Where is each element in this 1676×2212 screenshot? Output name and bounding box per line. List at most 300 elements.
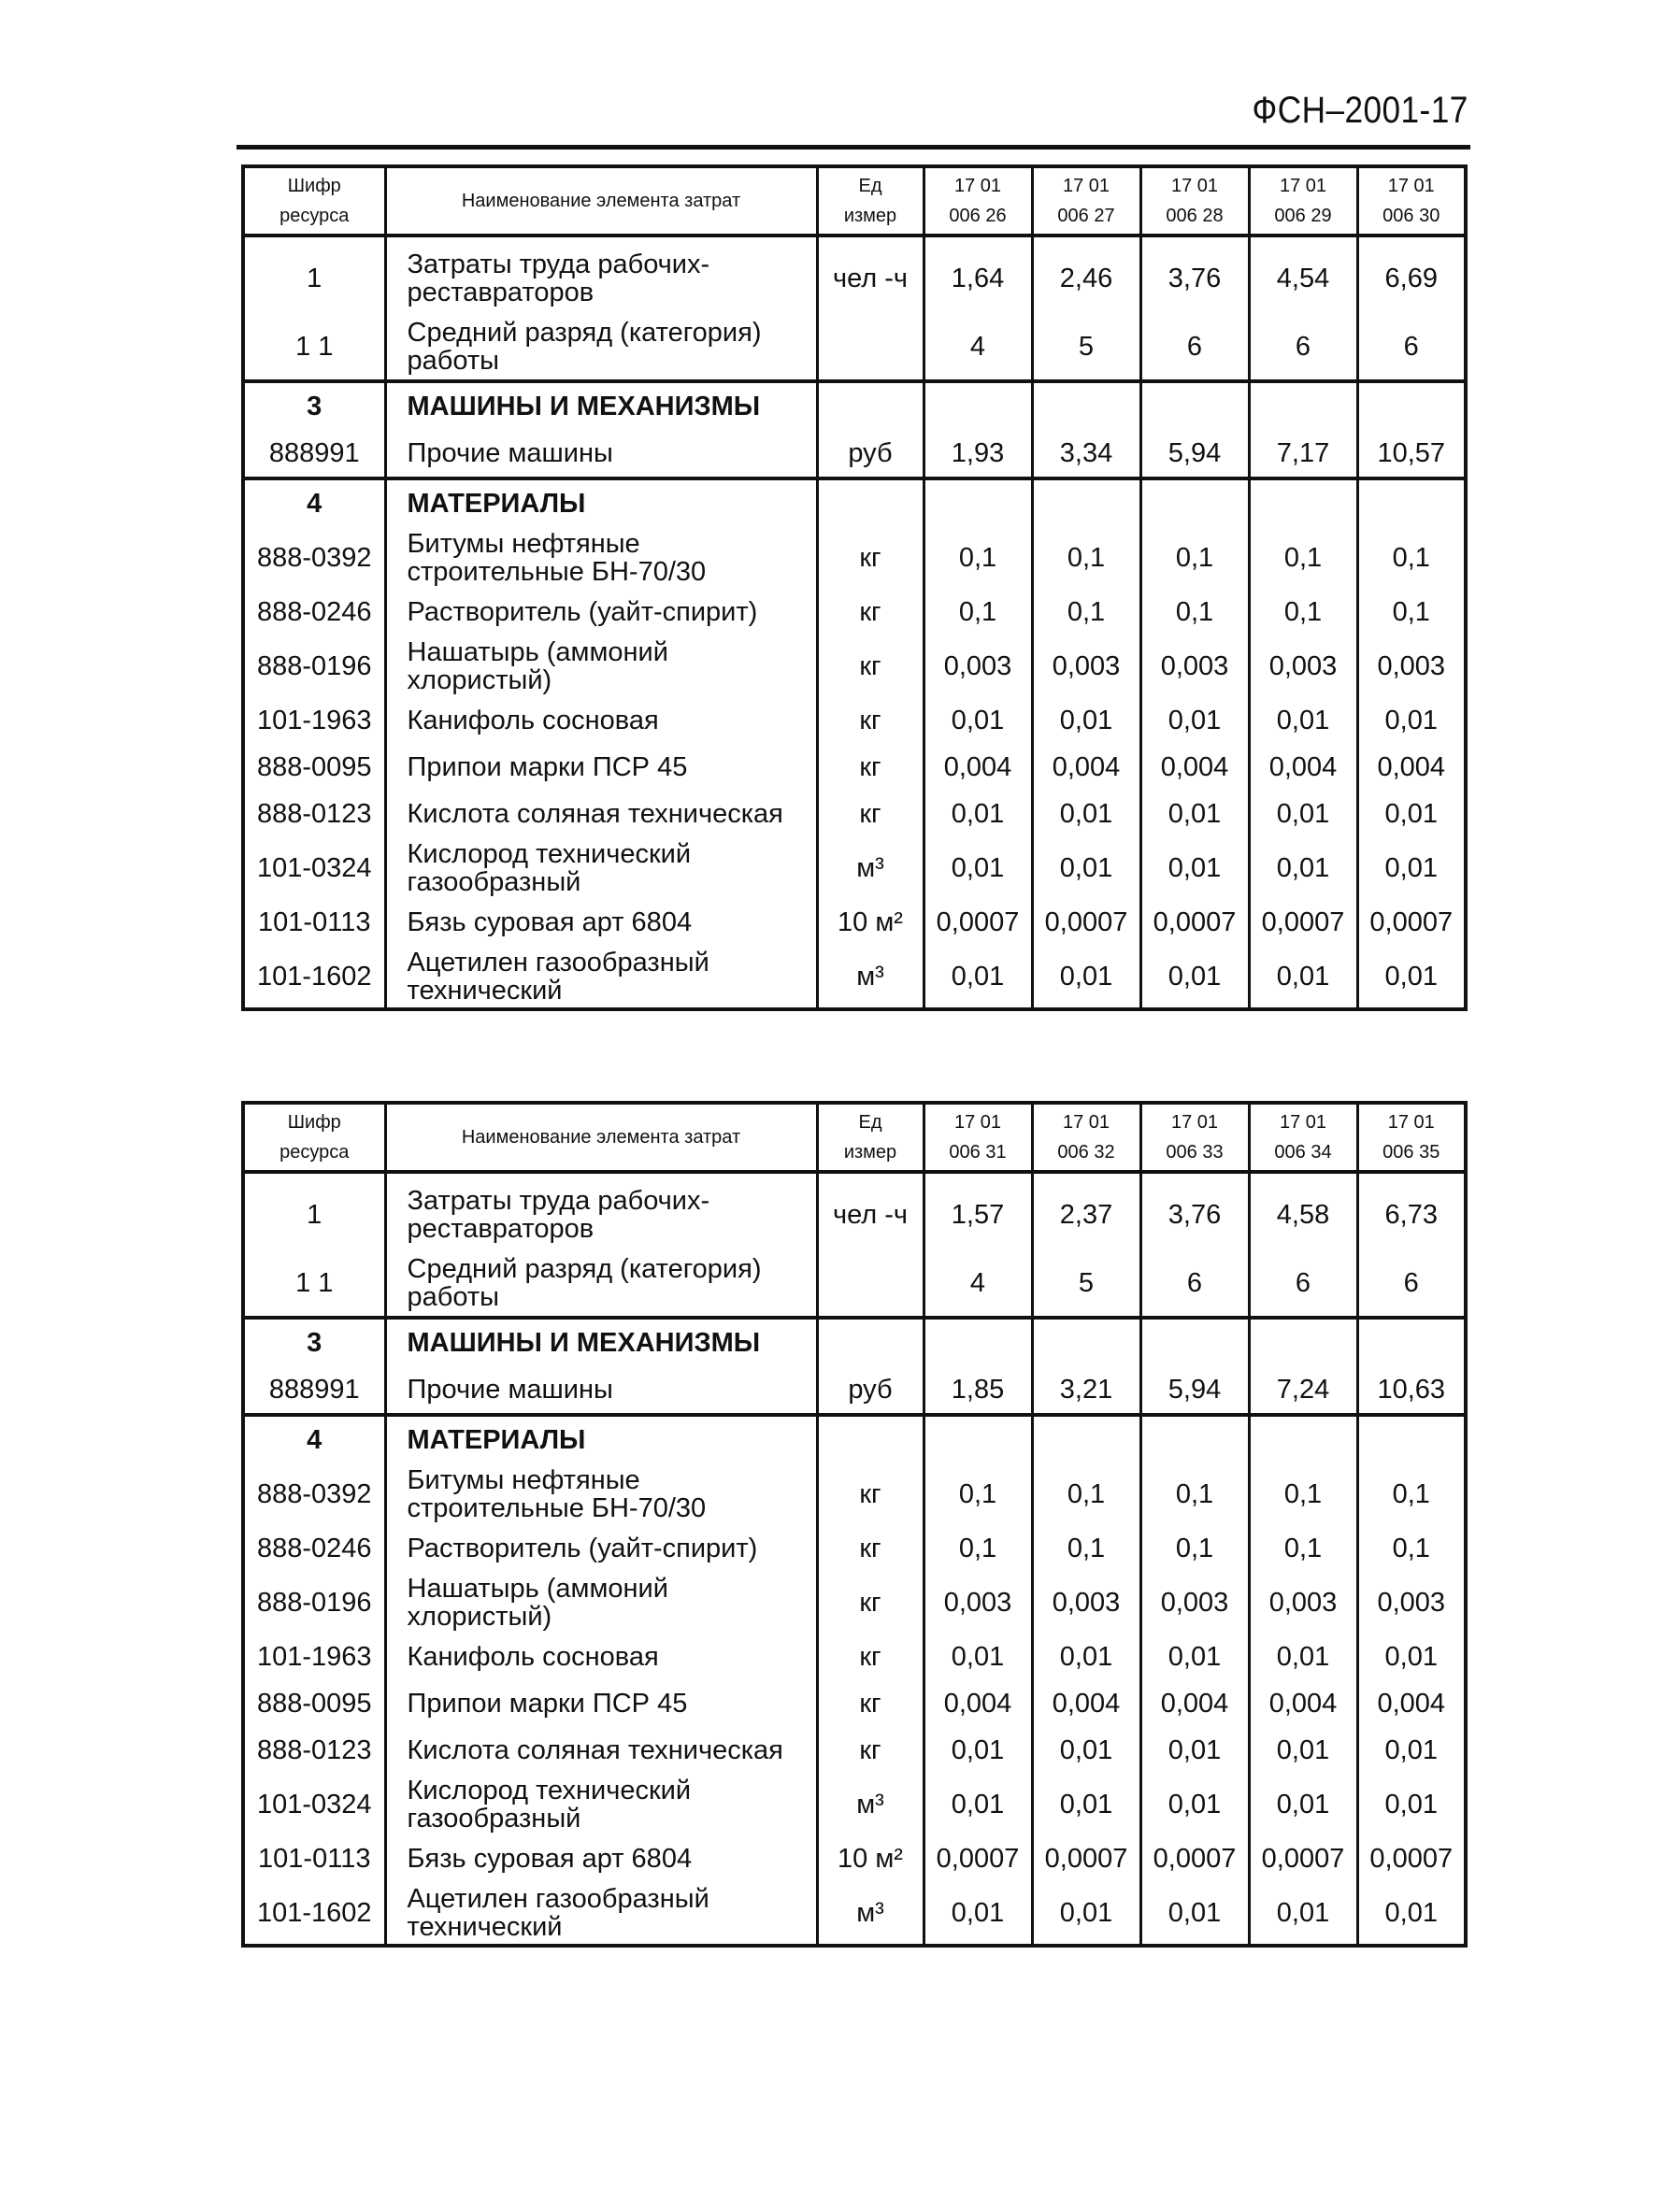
section-row: [243, 1318, 1466, 1366]
cost-element-name: Нашатырь (аммоний хлористый): [385, 1572, 817, 1634]
value-cell: 0,01: [1032, 946, 1140, 1009]
resource-code: 101-1963: [243, 1634, 385, 1680]
cost-element-name: Затраты труда рабочих-реставраторов: [385, 235, 817, 314]
table-row: [243, 314, 1466, 381]
cost-element-name: Прочие машины: [385, 1366, 817, 1415]
value-cell: 0,1: [924, 1525, 1032, 1572]
header-column-line1: 17 01: [1387, 1112, 1435, 1133]
value-cell: 1,93: [924, 430, 1032, 478]
unit: м³: [817, 1882, 924, 1946]
value-cell: 0,1: [1032, 589, 1140, 635]
value-cell: [1249, 1415, 1357, 1463]
unit: кг: [817, 697, 924, 744]
cost-element-name: Средний разряд (категория) работы: [385, 1250, 817, 1318]
table-row: [243, 1882, 1466, 1946]
value-cell: 0,1: [1032, 1463, 1140, 1525]
header-column-line2: 006 30: [1382, 206, 1440, 226]
value-cell: [1032, 1318, 1140, 1366]
table-row: [243, 791, 1466, 837]
value-cell: 0,01: [924, 1727, 1032, 1774]
value-cell: [1249, 478, 1357, 527]
value-cell: 0,003: [1032, 1572, 1140, 1634]
value-cell: [1357, 478, 1466, 527]
section-row: [243, 381, 1466, 430]
unit: кг: [817, 1634, 924, 1680]
header-column-line2: 006 33: [1166, 1142, 1224, 1163]
value-cell: [1249, 381, 1357, 430]
value-cell: [1032, 1415, 1140, 1463]
cost-element-name: Кислород технический газообразный: [385, 837, 817, 899]
value-cell: 0,003: [1140, 635, 1249, 697]
header-column-line2: 006 29: [1274, 206, 1332, 226]
unit: [817, 1318, 924, 1366]
value-cell: 0,004: [1140, 744, 1249, 791]
header-column-line1: 17 01: [1062, 176, 1110, 196]
value-cell: 4,58: [1249, 1172, 1357, 1250]
header-unit-line2: измер: [843, 1142, 897, 1163]
value-cell: 0,0007: [1357, 1835, 1466, 1882]
table-row: [243, 1680, 1466, 1727]
value-cell: 0,01: [1140, 1634, 1249, 1680]
value-cell: 0,01: [924, 1882, 1032, 1946]
value-cell: [1140, 478, 1249, 527]
cost-element-name: Нашатырь (аммоний хлористый): [385, 635, 817, 697]
header-code-line2: ресурса: [279, 1142, 350, 1163]
value-cell: 6: [1140, 314, 1249, 381]
value-cell: 0,01: [1140, 791, 1249, 837]
value-cell: 0,01: [1249, 837, 1357, 899]
table-row: [243, 1634, 1466, 1680]
value-cell: 0,01: [924, 1774, 1032, 1835]
value-cell: 0,1: [1357, 1525, 1466, 1572]
value-cell: 2,46: [1032, 235, 1140, 314]
resource-code: 888-0392: [243, 527, 385, 589]
unit: кг: [817, 1572, 924, 1634]
value-cell: 0,01: [1140, 697, 1249, 744]
value-cell: 0,1: [1357, 527, 1466, 589]
value-cell: 0,01: [1249, 1774, 1357, 1835]
unit: [817, 381, 924, 430]
value-cell: 0,004: [1357, 744, 1466, 791]
value-cell: [1357, 1415, 1466, 1463]
section-title: МАШИНЫ И МЕХАНИЗМЫ: [385, 381, 817, 430]
value-cell: 0,1: [924, 1463, 1032, 1525]
header-column-1: [924, 166, 1032, 235]
table-row: [243, 1172, 1466, 1250]
section-title: МАШИНЫ И МЕХАНИЗМЫ: [385, 1318, 817, 1366]
table-row: [243, 1727, 1466, 1774]
value-cell: 0,004: [924, 1680, 1032, 1727]
value-cell: 0,01: [1249, 697, 1357, 744]
value-cell: 0,01: [1249, 1882, 1357, 1946]
table-header-row: [243, 1103, 1466, 1172]
value-cell: 1,64: [924, 235, 1032, 314]
header-unit-line1: Ед: [858, 1112, 882, 1133]
value-cell: 0,01: [1140, 1882, 1249, 1946]
cost-table-1: [241, 164, 1468, 1011]
value-cell: 0,01: [1249, 791, 1357, 837]
value-cell: 7,17: [1249, 430, 1357, 478]
cost-element-name: Битумы нефтяные строительные БН-70/30: [385, 527, 817, 589]
cost-element-name: Ацетилен газообразный технический: [385, 946, 817, 1009]
table-row: [243, 946, 1466, 1009]
value-cell: [1140, 1318, 1249, 1366]
value-cell: 0,0007: [1357, 899, 1466, 946]
value-cell: [1032, 381, 1140, 430]
value-cell: 0,01: [1357, 837, 1466, 899]
resource-code: 1: [243, 1172, 385, 1250]
resource-code: 888-0123: [243, 791, 385, 837]
value-cell: 3,34: [1032, 430, 1140, 478]
header-column-5: [1357, 166, 1466, 235]
resource-code: 888-0196: [243, 1572, 385, 1634]
value-cell: 0,003: [1357, 1572, 1466, 1634]
unit: кг: [817, 1525, 924, 1572]
value-cell: 0,1: [1249, 589, 1357, 635]
value-cell: 0,1: [1140, 527, 1249, 589]
value-cell: 3,76: [1140, 235, 1249, 314]
value-cell: 0,01: [1032, 1727, 1140, 1774]
value-cell: 0,0007: [924, 1835, 1032, 1882]
header-column-2: [1032, 166, 1140, 235]
value-cell: 0,01: [1032, 1774, 1140, 1835]
resource-code: 888-0123: [243, 1727, 385, 1774]
value-cell: 0,01: [1032, 697, 1140, 744]
value-cell: 0,0007: [1140, 899, 1249, 946]
value-cell: 0,004: [1140, 1680, 1249, 1727]
section-title: МАТЕРИАЛЫ: [385, 478, 817, 527]
table-row: [243, 589, 1466, 635]
table-row: [243, 837, 1466, 899]
value-cell: 5,94: [1140, 1366, 1249, 1415]
cost-element-name: Растворитель (уайт-спирит): [385, 589, 817, 635]
unit: чел -ч: [817, 1172, 924, 1250]
header-column-line1: 17 01: [1279, 176, 1327, 196]
resource-code: 101-1602: [243, 946, 385, 1009]
value-cell: 0,01: [1140, 1774, 1249, 1835]
value-cell: 4: [924, 314, 1032, 381]
value-cell: 0,003: [924, 1572, 1032, 1634]
resource-code: 888-0196: [243, 635, 385, 697]
unit: руб: [817, 430, 924, 478]
table-row: [243, 1774, 1466, 1835]
value-cell: 0,01: [1140, 1727, 1249, 1774]
table-row: [243, 235, 1466, 314]
value-cell: 2,37: [1032, 1172, 1140, 1250]
cost-element-name: Кислород технический газообразный: [385, 1774, 817, 1835]
resource-code: 888991: [243, 430, 385, 478]
header-code-line1: Шифр: [287, 176, 341, 196]
cost-element-name: Битумы нефтяные строительные БН-70/30: [385, 1463, 817, 1525]
value-cell: [1357, 381, 1466, 430]
value-cell: 0,0007: [1032, 1835, 1140, 1882]
header-code-line1: Шифр: [287, 1112, 341, 1133]
table-row: [243, 1250, 1466, 1318]
value-cell: 0,01: [1249, 1727, 1357, 1774]
header-column-3: [1140, 166, 1249, 235]
value-cell: 0,004: [924, 744, 1032, 791]
table-row: [243, 1835, 1466, 1882]
value-cell: 0,01: [1249, 946, 1357, 1009]
value-cell: 0,004: [1032, 1680, 1140, 1727]
resource-code: 1: [243, 235, 385, 314]
header-column-line1: 17 01: [1170, 1112, 1219, 1133]
section-row: [243, 1415, 1466, 1463]
value-cell: 0,1: [1357, 589, 1466, 635]
header-column-5: [1357, 1103, 1466, 1172]
value-cell: 10,63: [1357, 1366, 1466, 1415]
cost-element-name: Кислота соляная техническая: [385, 1727, 817, 1774]
value-cell: [1032, 478, 1140, 527]
value-cell: 0,01: [1357, 946, 1466, 1009]
table-row: [243, 697, 1466, 744]
header-column-4: [1249, 166, 1357, 235]
table-header-row: [243, 166, 1466, 235]
header-column-line2: 006 34: [1274, 1142, 1332, 1163]
header-unit: [817, 166, 924, 235]
value-cell: 6,73: [1357, 1172, 1466, 1250]
value-cell: 0,01: [924, 1634, 1032, 1680]
value-cell: 0,01: [1357, 1727, 1466, 1774]
unit: [817, 314, 924, 381]
header-column-2: [1032, 1103, 1140, 1172]
resource-code: 888-0095: [243, 1680, 385, 1727]
value-cell: 0,01: [1032, 1882, 1140, 1946]
header-rule: [236, 145, 1470, 150]
value-cell: 6,69: [1357, 235, 1466, 314]
table-row: [243, 527, 1466, 589]
value-cell: 0,01: [1357, 697, 1466, 744]
value-cell: 5: [1032, 314, 1140, 381]
value-cell: 0,003: [1140, 1572, 1249, 1634]
header-column-line1: 17 01: [1170, 176, 1219, 196]
value-cell: 0,01: [1032, 837, 1140, 899]
resource-code: 1 1: [243, 1250, 385, 1318]
value-cell: 0,1: [1140, 589, 1249, 635]
header-column-line2: 006 28: [1166, 206, 1224, 226]
header-column-line1: 17 01: [953, 1112, 1002, 1133]
header-name: Наименование элемента затрат: [385, 166, 817, 235]
resource-code: 888-0246: [243, 589, 385, 635]
value-cell: 6: [1249, 1250, 1357, 1318]
section-row: [243, 478, 1466, 527]
cost-element-name: Припои марки ПСР 45: [385, 744, 817, 791]
value-cell: 0,01: [1140, 946, 1249, 1009]
header-column-line1: 17 01: [1387, 176, 1435, 196]
value-cell: [924, 1415, 1032, 1463]
value-cell: [924, 478, 1032, 527]
cost-element-name: Бязь суровая арт 6804: [385, 1835, 817, 1882]
value-cell: 0,0007: [1249, 899, 1357, 946]
value-cell: [924, 1318, 1032, 1366]
value-cell: 10,57: [1357, 430, 1466, 478]
header-column-3: [1140, 1103, 1249, 1172]
value-cell: 0,1: [1140, 1525, 1249, 1572]
header-column-line1: 17 01: [1062, 1112, 1110, 1133]
cost-element-name: Бязь суровая арт 6804: [385, 899, 817, 946]
value-cell: [1357, 1318, 1466, 1366]
value-cell: 0,004: [1249, 1680, 1357, 1727]
unit: [817, 1415, 924, 1463]
table-row: [243, 1525, 1466, 1572]
unit: кг: [817, 527, 924, 589]
value-cell: [924, 381, 1032, 430]
value-cell: 0,01: [1357, 1634, 1466, 1680]
unit: чел -ч: [817, 235, 924, 314]
value-cell: 4: [924, 1250, 1032, 1318]
value-cell: 0,1: [1249, 1525, 1357, 1572]
resource-code: 101-1963: [243, 697, 385, 744]
value-cell: 0,1: [1249, 1463, 1357, 1525]
value-cell: 4,54: [1249, 235, 1357, 314]
unit: кг: [817, 1727, 924, 1774]
table-row: [243, 899, 1466, 946]
header-column-line2: 006 31: [949, 1142, 1007, 1163]
value-cell: 1,57: [924, 1172, 1032, 1250]
header-column-line2: 006 32: [1057, 1142, 1115, 1163]
value-cell: 6: [1249, 314, 1357, 381]
cost-element-name: Ацетилен газообразный технический: [385, 1882, 817, 1946]
header-column-line1: 17 01: [953, 176, 1002, 196]
header-column-line2: 006 26: [949, 206, 1007, 226]
value-cell: 0,01: [1032, 791, 1140, 837]
value-cell: 0,003: [1249, 1572, 1357, 1634]
value-cell: 0,1: [924, 527, 1032, 589]
value-cell: 0,1: [1032, 1525, 1140, 1572]
section-code: 3: [243, 381, 385, 430]
resource-code: 101-0113: [243, 899, 385, 946]
value-cell: 0,1: [1032, 527, 1140, 589]
unit: [817, 478, 924, 527]
value-cell: 0,003: [924, 635, 1032, 697]
header-code: [243, 1103, 385, 1172]
value-cell: 0,01: [924, 837, 1032, 899]
cost-table-2: [241, 1101, 1468, 1948]
unit: кг: [817, 635, 924, 697]
cost-element-name: Кислота соляная техническая: [385, 791, 817, 837]
header-column-line1: 17 01: [1279, 1112, 1327, 1133]
header-unit: [817, 1103, 924, 1172]
unit: м³: [817, 946, 924, 1009]
value-cell: 5: [1032, 1250, 1140, 1318]
resource-code: 888-0392: [243, 1463, 385, 1525]
value-cell: 0,01: [1357, 1774, 1466, 1835]
unit: м³: [817, 837, 924, 899]
resource-code: 101-0324: [243, 1774, 385, 1835]
table-row: [243, 1366, 1466, 1415]
value-cell: 0,0007: [1032, 899, 1140, 946]
unit: м³: [817, 1774, 924, 1835]
value-cell: 6: [1357, 314, 1466, 381]
header-column-4: [1249, 1103, 1357, 1172]
header-name: Наименование элемента затрат: [385, 1103, 817, 1172]
value-cell: [1140, 381, 1249, 430]
cost-element-name: Затраты труда рабочих-реставраторов: [385, 1172, 817, 1250]
header-column-line2: 006 35: [1382, 1142, 1440, 1163]
value-cell: 0,01: [1357, 791, 1466, 837]
unit: руб: [817, 1366, 924, 1415]
section-code: 3: [243, 1318, 385, 1366]
section-code: 4: [243, 1415, 385, 1463]
value-cell: 0,004: [1357, 1680, 1466, 1727]
header-column-1: [924, 1103, 1032, 1172]
unit: 10 м²: [817, 899, 924, 946]
cost-element-name: Канифоль сосновая: [385, 697, 817, 744]
value-cell: 0,003: [1357, 635, 1466, 697]
resource-code: 101-0113: [243, 1835, 385, 1882]
cost-element-name: Средний разряд (категория) работы: [385, 314, 817, 381]
section-code: 4: [243, 478, 385, 527]
value-cell: [1249, 1318, 1357, 1366]
resource-code: 1 1: [243, 314, 385, 381]
value-cell: 0,1: [1249, 527, 1357, 589]
value-cell: 0,1: [1357, 1463, 1466, 1525]
value-cell: 0,0007: [924, 899, 1032, 946]
resource-code: 101-1602: [243, 1882, 385, 1946]
resource-code: 101-0324: [243, 837, 385, 899]
value-cell: 1,85: [924, 1366, 1032, 1415]
cost-element-name: Прочие машины: [385, 430, 817, 478]
value-cell: 0,01: [924, 697, 1032, 744]
value-cell: 0,01: [1249, 1634, 1357, 1680]
value-cell: 0,01: [1140, 837, 1249, 899]
value-cell: 0,004: [1032, 744, 1140, 791]
value-cell: 6: [1357, 1250, 1466, 1318]
resource-code: 888-0095: [243, 744, 385, 791]
value-cell: 0,003: [1249, 635, 1357, 697]
cost-element-name: Растворитель (уайт-спирит): [385, 1525, 817, 1572]
table-row: [243, 1463, 1466, 1525]
value-cell: 0,01: [924, 791, 1032, 837]
header-code-line2: ресурса: [279, 206, 350, 226]
header-code: [243, 166, 385, 235]
value-cell: 0,1: [924, 589, 1032, 635]
value-cell: [1140, 1415, 1249, 1463]
value-cell: 0,0007: [1249, 1835, 1357, 1882]
unit: кг: [817, 589, 924, 635]
value-cell: 5,94: [1140, 430, 1249, 478]
unit: [817, 1250, 924, 1318]
header-column-line2: 006 27: [1057, 206, 1115, 226]
cost-element-name: Канифоль сосновая: [385, 1634, 817, 1680]
value-cell: 0,01: [1357, 1882, 1466, 1946]
value-cell: 0,01: [924, 946, 1032, 1009]
table-row: [243, 744, 1466, 791]
value-cell: 0,1: [1140, 1463, 1249, 1525]
header-unit-line2: измер: [843, 206, 897, 226]
table-row: [243, 430, 1466, 478]
value-cell: 7,24: [1249, 1366, 1357, 1415]
table-row: [243, 1572, 1466, 1634]
value-cell: 0,0007: [1140, 1835, 1249, 1882]
value-cell: 0,003: [1032, 635, 1140, 697]
unit: кг: [817, 791, 924, 837]
header-unit-line1: Ед: [858, 176, 882, 196]
unit: 10 м²: [817, 1835, 924, 1882]
table-row: [243, 635, 1466, 697]
resource-code: 888991: [243, 1366, 385, 1415]
unit: кг: [817, 1463, 924, 1525]
document-code: ФСН–2001-17: [1252, 90, 1468, 131]
section-title: МАТЕРИАЛЫ: [385, 1415, 817, 1463]
value-cell: 0,01: [1032, 1634, 1140, 1680]
value-cell: 6: [1140, 1250, 1249, 1318]
value-cell: 3,21: [1032, 1366, 1140, 1415]
unit: кг: [817, 1680, 924, 1727]
value-cell: 0,004: [1249, 744, 1357, 791]
value-cell: 3,76: [1140, 1172, 1249, 1250]
resource-code: 888-0246: [243, 1525, 385, 1572]
